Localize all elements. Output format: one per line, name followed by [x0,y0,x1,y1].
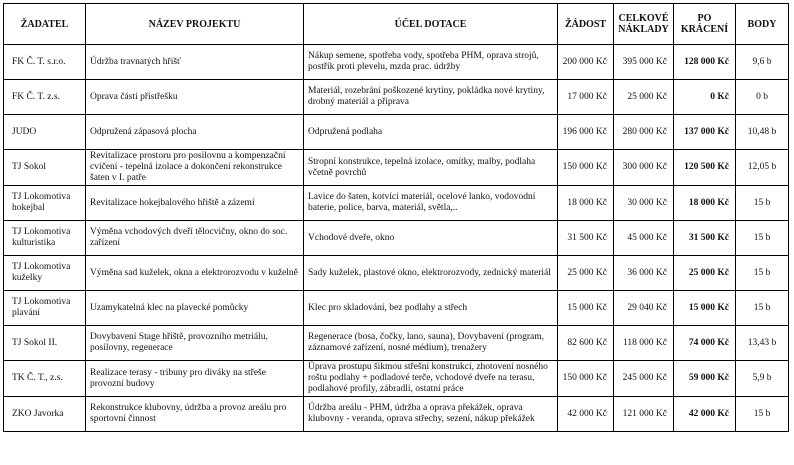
header-row [4,4,789,45]
cell-zadatel: TJ Lokomotiva kulturistika [4,221,86,256]
spacer-cell [4,432,86,444]
cell-celkove: 30 000 Kč [614,186,674,221]
header-celkove: CELKOVÉ NÁKLADY [614,4,674,45]
cell-zadost: 196 000 Kč [558,115,614,150]
cell-zadost: 200 000 Kč [558,45,614,80]
table-row [4,397,789,432]
table-row [4,326,789,361]
cell-nazev: Uzamykatelná klec na plavecké pomůcky [86,291,304,326]
spacer-cell [304,432,558,444]
cell-po: 59 000 Kč [674,361,736,397]
cell-zadost: 15 000 Kč [558,291,614,326]
cell-nazev: Odpružená zápasová plocha [86,115,304,150]
cell-nazev: Oprava části přístřešku [86,80,304,115]
cell-nazev: Rekonstrukce klubovny, údržba a provoz areálu pro sportovní činnost [86,397,304,432]
cell-ucel: Materiál, rozebrání poškozené krytiny, pokládka nové krytiny, drobný materiál a příprava [304,80,558,115]
cell-celkove: 395 000 Kč [614,45,674,80]
cell-ucel: Vchodové dveře, okno [304,221,558,256]
table-row [4,150,789,186]
table-row [4,361,789,397]
cell-ucel: Úprava prostupu šikmou střešní konstrukcí, zhotovení nosného roštu podlahy + podladové terče, vchodové dveře na terasu, podlahové profily, zábradlí, ostatní práce [304,361,558,397]
cell-po: 128 000 Kč [674,45,736,80]
cell-celkove: 118 000 Kč [614,326,674,361]
cell-nazev: Realizace terasy - tribuny pro diváky na střeše provozní budovy [86,361,304,397]
header-po: PO KRÁCENÍ [674,4,736,45]
cell-celkove: 245 000 Kč [614,361,674,397]
cell-nazev: Revitalizace hokejbalového hřiště a zázemí [86,186,304,221]
spacer-cell [558,432,614,444]
cell-po: 137 000 Kč [674,115,736,150]
cell-body: 15 b [736,397,789,432]
cell-body: 9,6 b [736,45,789,80]
cell-celkove: 29 040 Kč [614,291,674,326]
cell-body: 15 b [736,221,789,256]
header-nazev: NÁZEV PROJEKTU [86,4,304,45]
spacer-cell [614,432,674,444]
cell-zadatel: TK Č. T., z.s. [4,361,86,397]
cell-zadost: 17 000 Kč [558,80,614,115]
spacer-cell [736,432,789,444]
cell-po: 15 000 Kč [674,291,736,326]
cell-zadatel: TJ Lokomotiva hokejbal [4,186,86,221]
cell-nazev: Dovybavení Stage hřiště, provozního metriálu, posilovny, regenerace [86,326,304,361]
cell-zadatel: TJ Sokol [4,150,86,186]
cell-celkove: 121 000 Kč [614,397,674,432]
cell-po: 25 000 Kč [674,256,736,291]
cell-zadatel: TJ Sokol II. [4,326,86,361]
cell-po: 120 500 Kč [674,150,736,186]
table-row [4,80,789,115]
cell-ucel: Klec pro skladování, bez podlahy a střech [304,291,558,326]
header-ucel: ÚČEL DOTACE [304,4,558,45]
cell-celkove: 36 000 Kč [614,256,674,291]
header-zadatel: ŽADATEL [4,4,86,45]
cell-body: 10,48 b [736,115,789,150]
cell-ucel: Sady kuželek, plastové okno, elektrorozvody, zednický materiál [304,256,558,291]
cell-po: 31 500 Kč [674,221,736,256]
cell-body: 5,9 b [736,361,789,397]
cell-po: 74 000 Kč [674,326,736,361]
cell-ucel: Odpružená podlaha [304,115,558,150]
cell-zadatel: FK Č. T. z.s. [4,80,86,115]
cell-zadost: 25 000 Kč [558,256,614,291]
cell-po: 18 000 Kč [674,186,736,221]
cell-ucel: Stropní konstrukce, tepelná izolace, omítky, malby, podlaha včetně povrchů [304,150,558,186]
spacer-cell [674,432,736,444]
cell-nazev: Údržba travnatých hřišť [86,45,304,80]
cell-celkove: 25 000 Kč [614,80,674,115]
cell-celkove: 45 000 Kč [614,221,674,256]
cell-zadatel: TJ Lokomotiva kuželky [4,256,86,291]
cell-zadatel: ZKO Javorka [4,397,86,432]
cell-zadost: 42 000 Kč [558,397,614,432]
cell-zadost: 150 000 Kč [558,361,614,397]
cell-celkove: 280 000 Kč [614,115,674,150]
cell-zadatel: JUDO [4,115,86,150]
cell-celkove: 300 000 Kč [614,150,674,186]
cell-body: 15 b [736,256,789,291]
table-row [4,115,789,150]
table-row [4,291,789,326]
grant-table [3,3,789,443]
cell-zadost: 31 500 Kč [558,221,614,256]
cell-nazev: Revitalizace prostoru pro posilovnu a kompenzační cvičení - tepelná izolace a dokončení rekonstrukce šaten v I. patře [86,150,304,186]
cell-nazev: Výměna vchodových dveří tělocvičny, okno do soc. zařízení [86,221,304,256]
header-zadost: ŽÁDOST [558,4,614,45]
header-body: BODY [736,4,789,45]
cell-body: 15 b [736,186,789,221]
cell-zadatel: FK Č. T. s.r.o. [4,45,86,80]
table-bottom-spacer [4,432,789,444]
cell-zadost: 150 000 Kč [558,150,614,186]
cell-ucel: Lavice do šaten, kotvící materiál, ocelové lanko, vodovodní baterie, police, barva, materiál, světla,.. [304,186,558,221]
cell-zadost: 18 000 Kč [558,186,614,221]
cell-ucel: Regenerace (bosa, čočky, lano, sauna), Dovybavení (program, záznamové zařízení, nosné médium), trenažery [304,326,558,361]
spacer-cell [86,432,304,444]
cell-ucel: Údržba areálu - PHM, údržba a oprava překážek, oprava klubovny - veranda, oprava střechy, sezení, nákup překážek [304,397,558,432]
cell-po: 42 000 Kč [674,397,736,432]
cell-ucel: Nákup semene, spotřeba vody, spotřeba PHM, oprava strojů, postřik proti plevelu, mzda prac. údržby [304,45,558,80]
table-row [4,221,789,256]
cell-body: 15 b [736,291,789,326]
cell-zadost: 82 600 Kč [558,326,614,361]
cell-zadatel: TJ Lokomotiva plavání [4,291,86,326]
cell-po: 0 Kč [674,80,736,115]
table-row [4,45,789,80]
cell-nazev: Výměna sad kuželek, okna a elektrorozvodu v kuželně [86,256,304,291]
cell-body: 0 b [736,80,789,115]
table-row [4,256,789,291]
cell-body: 12,05 b [736,150,789,186]
cell-body: 13,43 b [736,326,789,361]
table-row [4,186,789,221]
